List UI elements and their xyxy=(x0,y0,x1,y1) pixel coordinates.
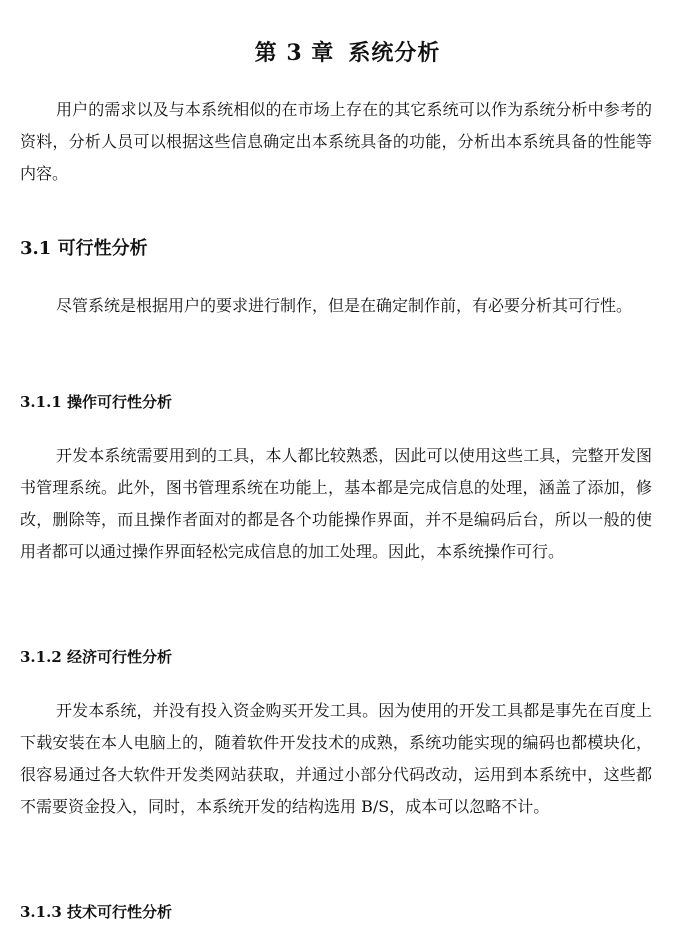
section-heading-3-1-1: 3.1.1 操作可行性分析 xyxy=(20,393,172,411)
section-3-1-1-paragraph: 开发本系统需要用到的工具，本人都比较熟悉，因此可以使用这些工具，完整开发图书管理系统。此外，图书管理系统在功能上，基本都是完成信息的处理，涵盖了添加，修改，删除等，而且操作者面对的都是各个功能操作界面，并不是编码后台，所以一般的使用者都可以通过操作界面轻松完成信息的加工处理。因此，本系统操作可行。 xyxy=(20,446,652,561)
intro-paragraph: 用户的需求以及与本系统相似的在市场上存在的其它系统可以作为系统分析中参考的资料，分析人员可以根据这些信息确定出本系统具备的功能，分析出本系统具备的性能等内容。 xyxy=(20,100,652,183)
section-3-1-paragraph: 尽管系统是根据用户的要求进行制作，但是在确定制作前，有必要分析其可行性。 xyxy=(56,296,633,315)
chapter-title xyxy=(0,36,695,67)
section-heading-3-1-2: 3.1.2 经济可行性分析 xyxy=(20,648,172,666)
chapter-title-text: 系统分析 xyxy=(348,40,441,66)
section-heading-3-1: 3.1 可行性分析 xyxy=(20,238,148,259)
chapter-number: 第 3 章 xyxy=(254,40,335,66)
section-heading-3-1-3: 3.1.3 技术可行性分析 xyxy=(20,903,172,921)
section-3-1-2-paragraph: 开发本系统，并没有投入资金购买开发工具。因为使用的开发工具都是事先在百度上下载安装在本人电脑上的，随着软件开发技术的成熟，系统功能实现的编码也都模块化，很容易通过各大软件开发类网站获取，并通过小部分代码改动，运用到本系统中，这些都不需要资金投入，同时，本系统开发的结构选用 B/S，成本可以忽略不计。 xyxy=(20,701,652,816)
